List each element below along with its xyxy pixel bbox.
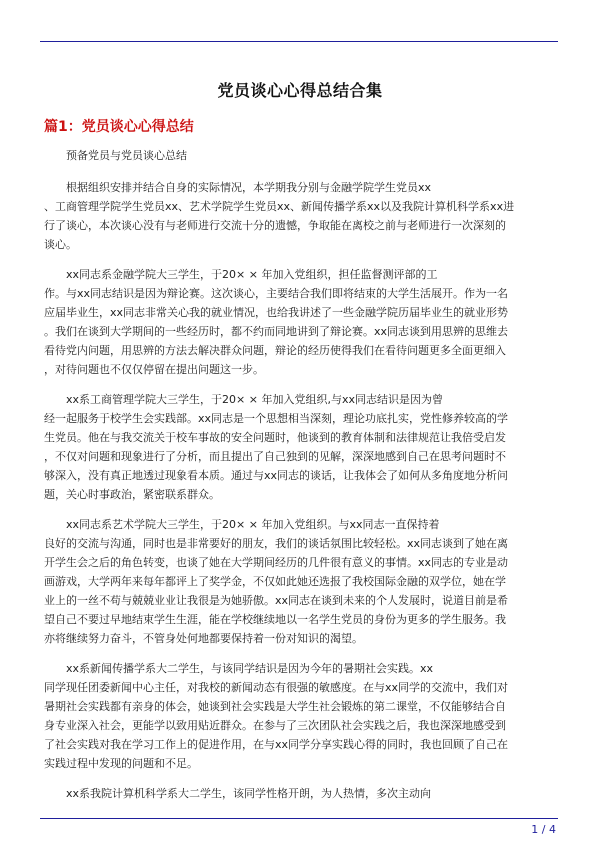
paragraph-line: 谈心。 — [44, 238, 77, 251]
paragraph-line: 题，关心时事政治，紧密联系群众。 — [44, 488, 220, 501]
paragraph — [44, 784, 556, 803]
paragraph-line: 了社会实践对我在学习工作上的促进作用，在与xx同学分享实践心得的同时，我也回顾了自己在 — [44, 738, 509, 751]
paragraph-line: 画游戏，大学两年来每年都评上了奖学金，不仅如此她还选报了我校国际金融的双学位，她在学 — [44, 575, 506, 588]
paragraph-line: 实践过程中发现的问题和不足。 — [44, 757, 198, 770]
paragraph-line: xx系新闻传播学系大二学生，与该同学结识是因为今年的暑期社会实践。xx — [66, 662, 434, 675]
paragraph-line: ，对待问题也不仅仅停留在提出问题这一步。 — [44, 363, 264, 376]
paragraph-line: 开学生会之后的角色转变，也谈了她在大学期间经历的几件很有意义的事情。xx同志的专业是动 — [44, 556, 509, 569]
paragraph — [44, 178, 556, 254]
paragraph-line: xx系工商管理学院大三学生，于20× × 年加入党组织,与xx同志结识是因为曾 — [66, 393, 443, 406]
footer-rule — [40, 818, 558, 819]
paragraph-line: 业上的一丝不苟与兢兢业业让我很是为她骄傲。xx同志在谈到未来的个人发展时，说道目前是希 — [44, 594, 509, 607]
paragraph-line: 暑期社会实践都有亲身的体会，她谈到社会实践是大学生社会锻炼的第二课堂，不仅能够结合自 — [44, 700, 506, 713]
header-rule — [40, 41, 558, 42]
paragraph-line: 良好的交流与沟通，同时也是非常要好的朋友，我们的谈话氛围比较轻松。xx同志谈到了她在离 — [44, 537, 509, 550]
paragraph-line: 同学现任团委新闻中心主任，对我校的新闻动态有很强的敏感度。在与xx同学的交流中，我们对 — [44, 681, 509, 694]
paragraph-line: xx系我院计算机科学系大二学生，该同学性格开朗，为人热情，多次主动向 — [66, 787, 432, 800]
paragraph-line: 行了谈心，本次谈心没有与老师进行交流十分的遗憾，争取能在离校之前与老师进行一次深刻的 — [44, 219, 506, 232]
document-body — [44, 146, 556, 814]
paragraph-line: 亦将继续努力奋斗，不管身处何地都要保持着一份对知识的渴望。 — [44, 632, 363, 645]
paragraphs — [44, 178, 556, 803]
paragraph-line: xx同志系金融学院大三学生，于20× × 年加入党组织，担任监督测评部的工 — [66, 268, 438, 281]
paragraph-line: 够深入，没有真正地透过现象看本质。通过与xx同志的谈话，让我体会了如何从多角度地分析问 — [44, 469, 509, 482]
paragraph-line: 经一起服务于校学生会实践部。xx同志是一个思想相当深刻，理论功底扎实，党性修养较高的学 — [44, 412, 509, 425]
paragraph-line: 根据组织安排并结合自身的实际情况，本学期我分别与金融学院学生党员xx — [66, 181, 432, 194]
paragraph-line: 看待党内问题，用思辨的方法去解决群众问题，辩论的经历使得我们在看待问题更多全面更细入 — [44, 344, 506, 357]
subheading: 预备党员与党员谈心总结 — [66, 149, 187, 162]
paragraph-line: ，不仅对问题和现象进行了分析，而且提出了自己独到的见解，深深地感到自己在思考问题时不 — [44, 450, 506, 463]
paragraph — [44, 515, 556, 648]
paragraph-line: 、工商管理学院学生党员xx、艺术学院学生党员xx、新闻传播学系xx以及我院计算机科学系xx进 — [44, 200, 515, 213]
section-heading: 篇1：党员谈心心得总结 — [44, 119, 194, 135]
paragraph — [44, 659, 556, 773]
paragraph-line: 生党员。他在与我交流关于校车事故的安全问题时，他谈到的教育体制和法律规范让我倍受启发 — [44, 431, 506, 444]
page-number: 1 / 4 — [531, 823, 556, 836]
paragraph-line: xx同志系艺术学院大三学生，于20× × 年加入党组织。与xx同志一直保持着 — [66, 518, 440, 531]
document-title: 党员谈心心得总结合集 — [217, 81, 383, 100]
paragraph-line: 身专业深入社会，更能学以致用贴近群众。在参与了三次团队社会实践之后，我也深深地感受到 — [44, 719, 506, 732]
paragraph-line: 应届毕业生，xx同志非常关心我的就业情况，也给我讲述了一些金融学院历届毕业生的就业形势 — [44, 306, 509, 319]
paragraph-line: 作。与xx同志结识是因为辩论赛。这次谈心，主要结合我们即将结束的大学生活展开。作为一名 — [44, 287, 509, 300]
paragraph-line: 望自己不要过早地结束学生生涯，能在学校继续地以一名学生党员的身份为更多的学生服务。我 — [44, 613, 506, 626]
paragraph — [44, 390, 556, 504]
paragraph — [44, 265, 556, 379]
paragraph-line: 。我们在谈到大学期间的一些经历时，都不约而同地讲到了辩论赛。xx同志谈到用思辨的思维去 — [44, 325, 509, 338]
